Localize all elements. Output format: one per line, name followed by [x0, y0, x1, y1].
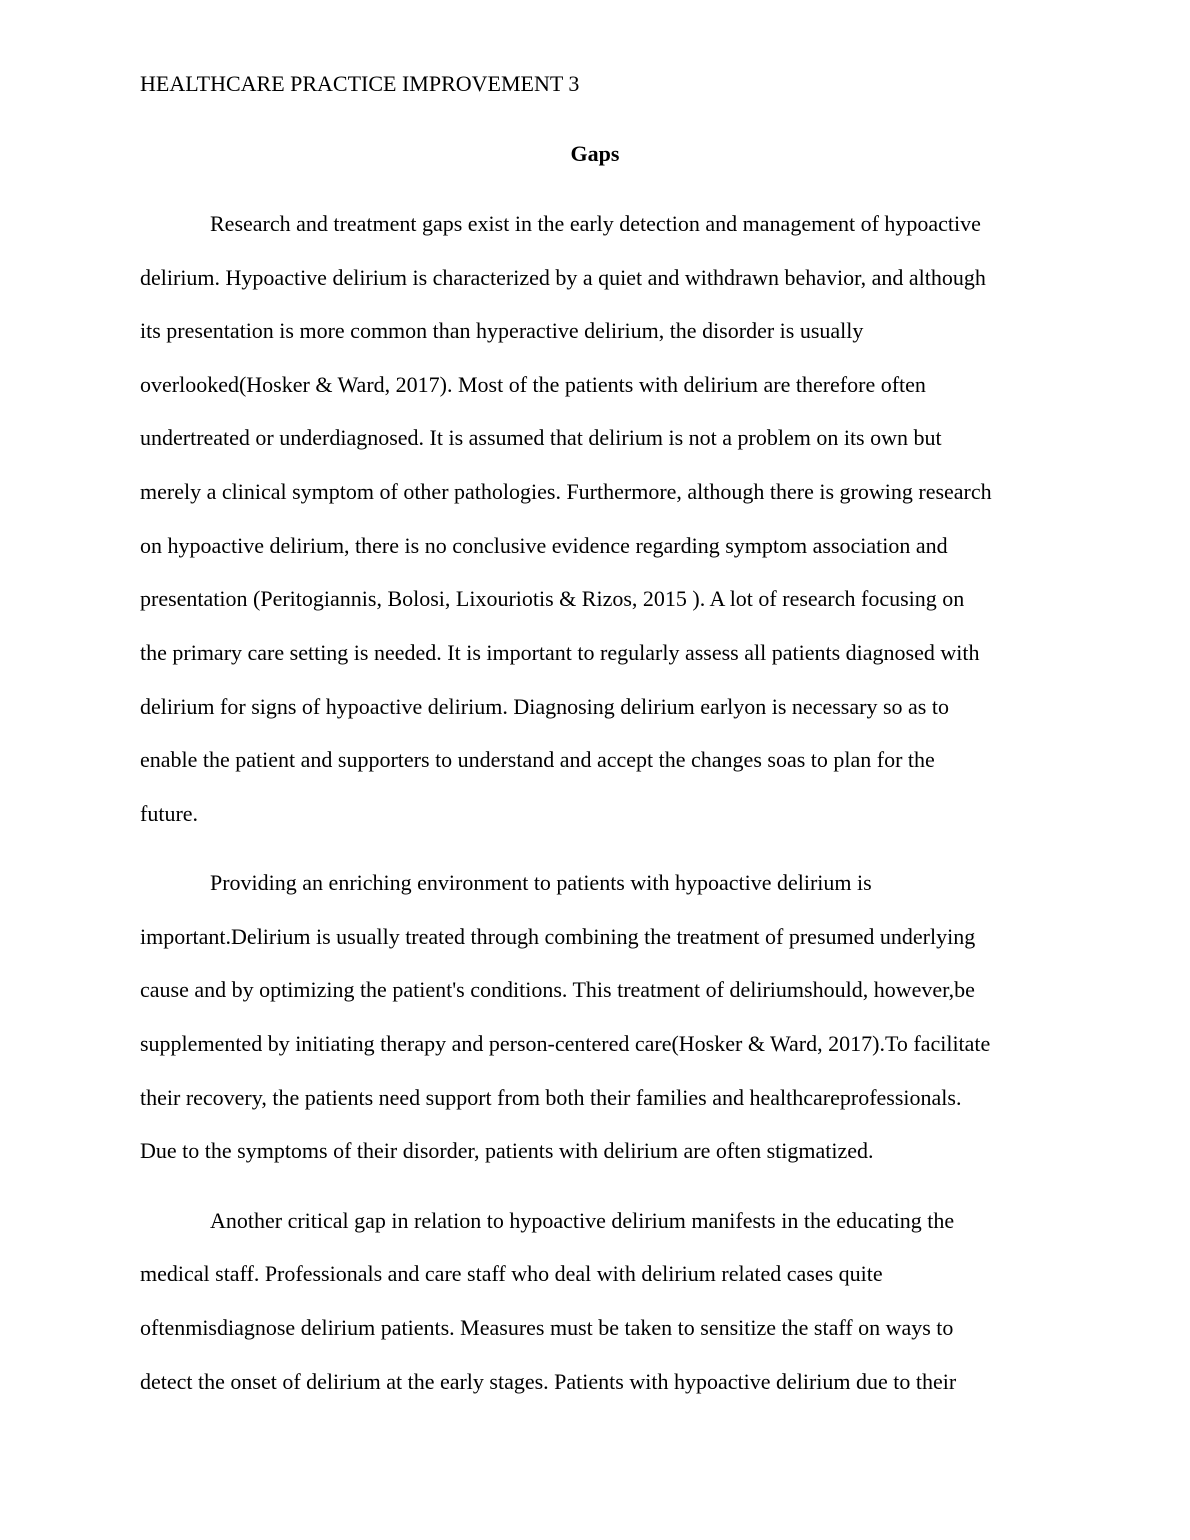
- paragraph-1-line: the primary care setting is needed. It is important to regularly assess all patients diagnosed with: [140, 640, 980, 665]
- section-heading: Gaps: [570, 141, 620, 166]
- paragraph-2-line: important.Delirium is usually treated through combining the treatment of presumed underlying: [140, 924, 976, 949]
- paragraph-3-line: medical staff. Professionals and care staff who deal with delirium related cases quite: [140, 1261, 883, 1286]
- paragraph-1-line: merely a clinical symptom of other pathologies. Furthermore, although there is growing research: [140, 479, 992, 504]
- paragraph-1-line: presentation (Peritogiannis, Bolosi, Lixouriotis & Rizos, 2015 ). A lot of research focusing on: [140, 586, 965, 611]
- paragraph-2-line: supplemented by initiating therapy and person-centered care(Hosker & Ward, 2017).To facilitate: [140, 1031, 991, 1056]
- paragraph-1-line: on hypoactive delirium, there is no conclusive evidence regarding symptom association and: [140, 533, 948, 558]
- paragraph-3-line: Another critical gap in relation to hypoactive delirium manifests in the educating the: [210, 1208, 955, 1233]
- paragraph-1-line: its presentation is more common than hyperactive delirium, the disorder is usually: [140, 318, 864, 343]
- paragraph-1-line: undertreated or underdiagnosed. It is assumed that delirium is not a problem on its own but: [140, 425, 942, 450]
- paragraph-1-line: delirium. Hypoactive delirium is characterized by a quiet and withdrawn behavior, and although: [140, 265, 986, 290]
- paragraph-3-line: oftenmisdiagnose delirium patients. Measures must be taken to sensitize the staff on ways to: [140, 1315, 954, 1340]
- paragraph-1-line: overlooked(Hosker & Ward, 2017). Most of the patients with delirium are therefore often: [140, 372, 926, 397]
- paragraph-2-line: their recovery, the patients need support from both their families and healthcareprofessionals.: [140, 1085, 962, 1110]
- paragraph-3-line: detect the onset of delirium at the early stages. Patients with hypoactive delirium due to their: [140, 1369, 957, 1394]
- paragraph-1-line: future.: [140, 801, 199, 826]
- paragraph-2-line: Providing an enriching environment to patients with hypoactive delirium is: [210, 870, 872, 895]
- paragraph-1-line: enable the patient and supporters to understand and accept the changes soas to plan for the: [140, 747, 935, 772]
- paragraph-1-line: Research and treatment gaps exist in the early detection and management of hypoactive: [210, 211, 981, 236]
- paragraph-2-line: cause and by optimizing the patient's conditions. This treatment of deliriumshould, however,be: [140, 977, 975, 1002]
- running-head: HEALTHCARE PRACTICE IMPROVEMENT 3: [140, 71, 580, 96]
- paragraph-1-line: delirium for signs of hypoactive delirium. Diagnosing delirium earlyon is necessary so as to: [140, 694, 949, 719]
- paragraph-2-line: Due to the symptoms of their disorder, patients with delirium are often stigmatized.: [140, 1138, 874, 1163]
